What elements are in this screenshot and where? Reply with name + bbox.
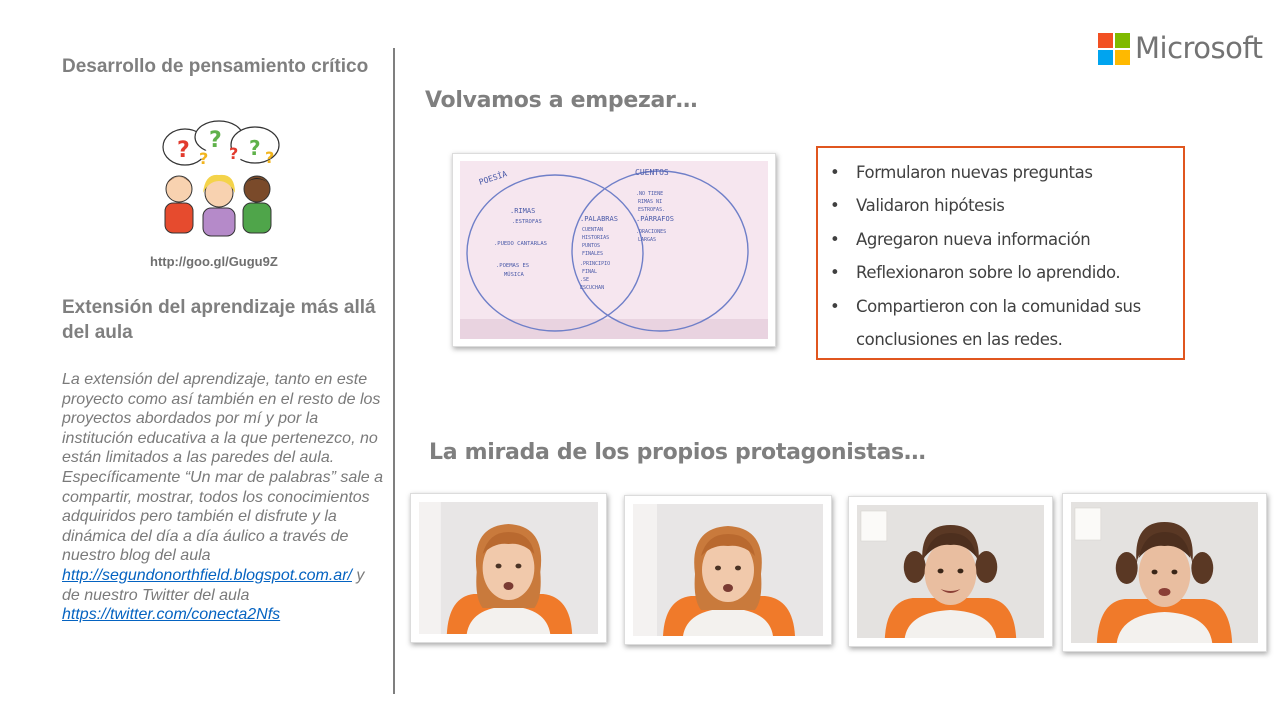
venn-right-item: .ORACIONES <box>636 229 667 235</box>
venn-left-item: .ESTROFAS <box>512 219 542 225</box>
svg-text:?: ? <box>229 144 239 163</box>
svg-text:?: ? <box>209 128 222 153</box>
svg-text:?: ? <box>199 149 209 168</box>
microsoft-logo <box>1098 31 1263 67</box>
venn-center-item: PUNTOS <box>582 243 601 249</box>
heading-learning-extension: Extensión del aprendizaje más allá del aula <box>62 297 376 343</box>
venn-left-item: MÚSICA <box>504 272 524 278</box>
venn-center-item: FINAL <box>582 269 598 275</box>
venn-diagram-photo <box>452 153 776 347</box>
thinking-children-illustration <box>157 119 287 239</box>
illustration-caption: http://goo.gl/Gugu9Z <box>150 254 278 269</box>
blog-link[interactable]: http://segundonorthfield.blogspot.com.ar/ <box>62 566 352 584</box>
svg-text:?: ? <box>265 148 275 167</box>
microsoft-wordmark: Microsoft <box>1135 31 1263 65</box>
venn-right-item: RIMAS NI <box>638 199 663 205</box>
venn-center-item: ESCUCHAN <box>580 285 605 291</box>
venn-left-item: .POEMAS ES <box>496 263 530 269</box>
paragraph-connector: y de nuestro Twitter del aula <box>62 566 365 604</box>
venn-left-item: .RIMAS <box>510 207 536 215</box>
venn-center-item: .SE <box>580 277 590 283</box>
venn-center-item: CUENTAN <box>582 227 604 233</box>
venn-right-item: ESTROFAS. <box>638 207 666 213</box>
venn-center-item: HISTORIAS <box>582 235 610 241</box>
student-video-thumbnail <box>410 493 607 643</box>
section-title-restart: Volvamos a empezar… <box>425 88 698 113</box>
paragraph-text: La extensión del aprendizaje, tanto en este proyecto como así también en el resto de los proyectos abordados por mí y por la institución educativa a la que pertenezco, no están limitados a las paredes del aula. Específicamente “Un mar de palabras” sale a compartir, mostrar, todos los conocimientos adquiridos pero también el disfrute y la dinámica del día a día áulico a través de nuestro blog del aula <box>62 371 384 565</box>
venn-right-label: CUENTOS <box>635 168 669 177</box>
venn-right-item: LARGAS <box>638 237 657 243</box>
conclusion-item: • Compartieron con la comunidad sus conclusiones en las redes. <box>828 290 1175 357</box>
student-video-thumbnail <box>848 496 1053 647</box>
venn-center-item: .PRINCIPIO <box>580 261 611 267</box>
venn-left-item: .PUEDO CANTARLAS <box>494 241 547 247</box>
svg-text:?: ? <box>249 136 261 160</box>
conclusion-item: • Reflexionaron sobre lo aprendido. <box>828 256 1175 289</box>
conclusions-box <box>816 146 1185 360</box>
venn-center-item: .PALABRAS <box>580 215 618 223</box>
microsoft-squares-icon <box>1098 33 1130 65</box>
learning-extension-paragraph <box>62 370 384 625</box>
conclusions-list <box>828 156 1175 356</box>
left-column <box>62 54 384 624</box>
section-title-protagonists: La mirada de los propios protagonistas… <box>429 440 926 465</box>
twitter-link[interactable]: https://twitter.com/conecta2Nfs <box>62 606 281 624</box>
student-video-thumbnail <box>1062 493 1267 652</box>
conclusion-item: • Agregaron nueva información <box>828 223 1175 256</box>
venn-right-item: .PÁRRAFOS <box>636 215 674 223</box>
column-divider <box>393 48 395 694</box>
venn-left-label: POESÍA <box>477 169 509 187</box>
venn-right-item: .NO TIENE <box>636 191 664 197</box>
student-video-thumbnail <box>624 495 832 645</box>
conclusion-item: • Validaron hipótesis <box>828 189 1175 222</box>
venn-center-item: FINALES <box>582 251 604 257</box>
heading-critical-thinking: Desarrollo de pensamiento crítico <box>62 56 369 77</box>
svg-text:?: ? <box>177 138 190 163</box>
conclusion-item: • Formularon nuevas preguntas <box>828 156 1175 189</box>
